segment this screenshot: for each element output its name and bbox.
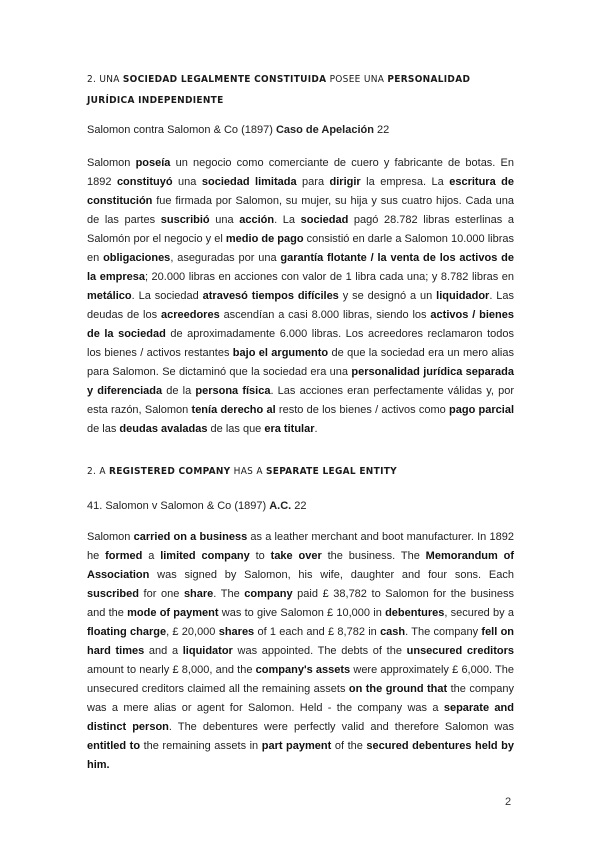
bold-term: SOCIEDAD LEGALMENTE CONSTITUIDA — [122, 74, 327, 85]
case-citation-en — [87, 499, 517, 513]
bold-term: cash — [380, 626, 406, 638]
bold-term: persona física — [195, 385, 271, 397]
page-number: 2 — [505, 796, 512, 808]
bold-term: garantía flotante / la venta de los activos de la empresa — [87, 252, 514, 283]
text-run: 22 — [291, 500, 307, 512]
bold-term: floating charge — [87, 626, 167, 638]
bold-term: suscribió — [160, 214, 210, 226]
bold-term: atravesó tiempos difíciles — [202, 290, 339, 302]
bold-term: personalidad jurídica separada y diferenciada — [87, 366, 514, 397]
text-run: fue firmada por Salomon, su mujer, su hija y sus cuatro hijos. Cada una de las partes — [87, 195, 514, 226]
bold-term: Caso de Apelación — [275, 124, 374, 136]
bold-term: debentures — [385, 607, 445, 619]
bold-term: fell on hard times — [87, 626, 515, 657]
bold-term: formed — [105, 550, 143, 562]
bold-term: acción — [239, 214, 275, 226]
text-run: . The debentures were perfectly valid and therefore Salomon was — [168, 721, 514, 733]
bold-term: company's assets — [255, 664, 351, 676]
bold-term: mode of payment — [127, 607, 219, 619]
section-number: 2. — [87, 74, 97, 85]
text-run: ascendían a casi 8.000 libras, siendo los — [219, 309, 431, 321]
text-run: de la — [162, 385, 196, 397]
bold-term: liquidator — [182, 645, 233, 657]
text-run: consistió en darle a Salomon 10.000 libras en — [87, 233, 514, 264]
text-run: . Las deudas de los — [87, 290, 515, 321]
text-run: , £ 20,000 — [166, 626, 219, 638]
bold-term: obligaciones — [103, 252, 171, 264]
bold-term: liquidador — [436, 290, 490, 302]
section-title — [99, 466, 397, 477]
text-run: was to give Salomon £ 10,000 in — [218, 607, 386, 619]
bold-term: company — [244, 588, 293, 600]
case-summary-es — [87, 154, 514, 439]
text-run: the company was a mere alias or agent for Salomon. Held - the company was a — [87, 683, 514, 714]
text-run: una — [209, 214, 240, 226]
text-run: were approximately £ 6,000. The unsecured creditors claimed all the remaining assets — [87, 664, 514, 695]
text-run: . La sociedad — [131, 290, 203, 302]
text-run: , aseguradas por una — [170, 252, 281, 264]
text-run: the business. The — [321, 550, 426, 562]
text-run: POSEE UNA — [326, 74, 388, 85]
bold-term: era titular — [264, 423, 315, 435]
bold-term: entitled to — [87, 740, 141, 752]
text-run: was appointed. The debts of the — [232, 645, 407, 657]
bold-term: acreedores — [160, 309, 220, 321]
text-run: resto de los bienes / activos como — [275, 404, 450, 416]
bold-term: take over — [270, 550, 322, 562]
text-run: ; 20.000 libras en acciones con valor de 1 libra cada una; y 8.782 libras en — [144, 271, 514, 283]
bold-term: dirigir — [329, 176, 361, 188]
bold-term: part payment — [261, 740, 332, 752]
text-run: a — [142, 550, 161, 562]
bold-term: sociedad — [300, 214, 349, 226]
bold-term: secured debentures held by him. — [87, 740, 514, 771]
bold-term: tenía derecho al — [191, 404, 276, 416]
bold-term: activos / bienes de la sociedad — [87, 309, 514, 340]
text-run: un negocio como comerciante de cuero y fabricante de botas. En 1892 — [87, 157, 514, 188]
bold-term: poseía — [135, 157, 171, 169]
bold-term: carried on a business — [133, 531, 248, 543]
bold-term: Memorandum of Association — [87, 550, 515, 581]
text-run: UNA — [99, 74, 123, 85]
bold-term: limited company — [160, 550, 250, 562]
bold-term: suscribed — [87, 588, 139, 600]
text-run: . — [314, 423, 318, 435]
bold-term: medio de pago — [225, 233, 304, 245]
text-run: A — [99, 466, 109, 477]
text-run: de las — [87, 423, 120, 435]
text-run: de que la sociedad era un mero alias para Salomon. Se dictaminó que la sociedad era una — [87, 347, 514, 378]
text-run: was signed by Salomon, his wife, daughter and four sons. Each — [149, 569, 514, 581]
text-run: of the — [331, 740, 367, 752]
text-run: y se designó a un — [338, 290, 437, 302]
text-run: the remaining assets in — [140, 740, 262, 752]
bold-term: pago parcial — [449, 404, 515, 416]
text-run: of 1 each and £ 8,782 in — [254, 626, 381, 638]
text-run: de las que — [207, 423, 265, 435]
bold-term: deudas avaladas — [119, 423, 208, 435]
bold-term: metálico — [87, 290, 132, 302]
text-run: 41. Salomon v Salomon & Co (1897) — [87, 500, 270, 512]
section-heading-en — [87, 461, 517, 482]
text-run: pagó 28.782 libras esterlinas a Salomón por el negocio y el — [87, 214, 514, 245]
text-run: . Las acciones eran perfectamente válidas y, por esta razón, Salomon — [87, 385, 515, 416]
case-summary-en — [87, 528, 514, 775]
text-run: para — [296, 176, 330, 188]
text-run: as a leather merchant and boot manufacturer. In 1892 he — [87, 531, 514, 562]
text-run: HAS A — [230, 466, 266, 477]
case-citation-es — [87, 123, 517, 137]
text-run: Salomon — [87, 531, 134, 543]
text-run: de aproximadamente 6.000 libras. Los acreedores reclamaron todos los bienes / activos restantes — [87, 328, 514, 359]
section-heading-es — [87, 69, 517, 111]
text-run: paid £ 38,782 to Salomon for the business and the — [87, 588, 515, 619]
text-run: for one — [138, 588, 184, 600]
text-run: . The company — [405, 626, 482, 638]
text-run: amount to nearly £ 8,000, and the — [87, 664, 256, 676]
bold-term: unsecured creditors — [406, 645, 514, 657]
text-run: to — [249, 550, 271, 562]
text-run: and a — [144, 645, 183, 657]
text-run: , secured by a — [444, 607, 515, 619]
bold-term: SEPARATE LEGAL ENTITY — [265, 466, 397, 477]
bold-term: A.C. — [269, 500, 292, 512]
bold-term: shares — [218, 626, 255, 638]
section-number: 2. — [87, 466, 97, 477]
bold-term: constituyó — [116, 176, 173, 188]
bold-term: separate and distinct person — [87, 702, 514, 733]
bold-term: escritura de constitución — [87, 176, 514, 207]
section-title — [87, 74, 470, 106]
bold-term: REGISTERED COMPANY — [108, 466, 231, 477]
bold-term: PERSONALIDAD JURÍDICA INDEPENDIENTE — [87, 74, 471, 106]
text-run: Salomon — [87, 157, 136, 169]
bold-term: on the ground that — [348, 683, 448, 695]
text-run: la empresa. La — [360, 176, 450, 188]
text-run: Salomon contra Salomon & Co (1897) — [87, 124, 276, 136]
text-run: 22 — [373, 124, 390, 136]
text-run: una — [172, 176, 202, 188]
bold-term: bajo el argumento — [232, 347, 329, 359]
text-run: . The — [213, 588, 245, 600]
bold-term: sociedad limitada — [201, 176, 297, 188]
text-run: . La — [274, 214, 301, 226]
bold-term: share — [183, 588, 214, 600]
